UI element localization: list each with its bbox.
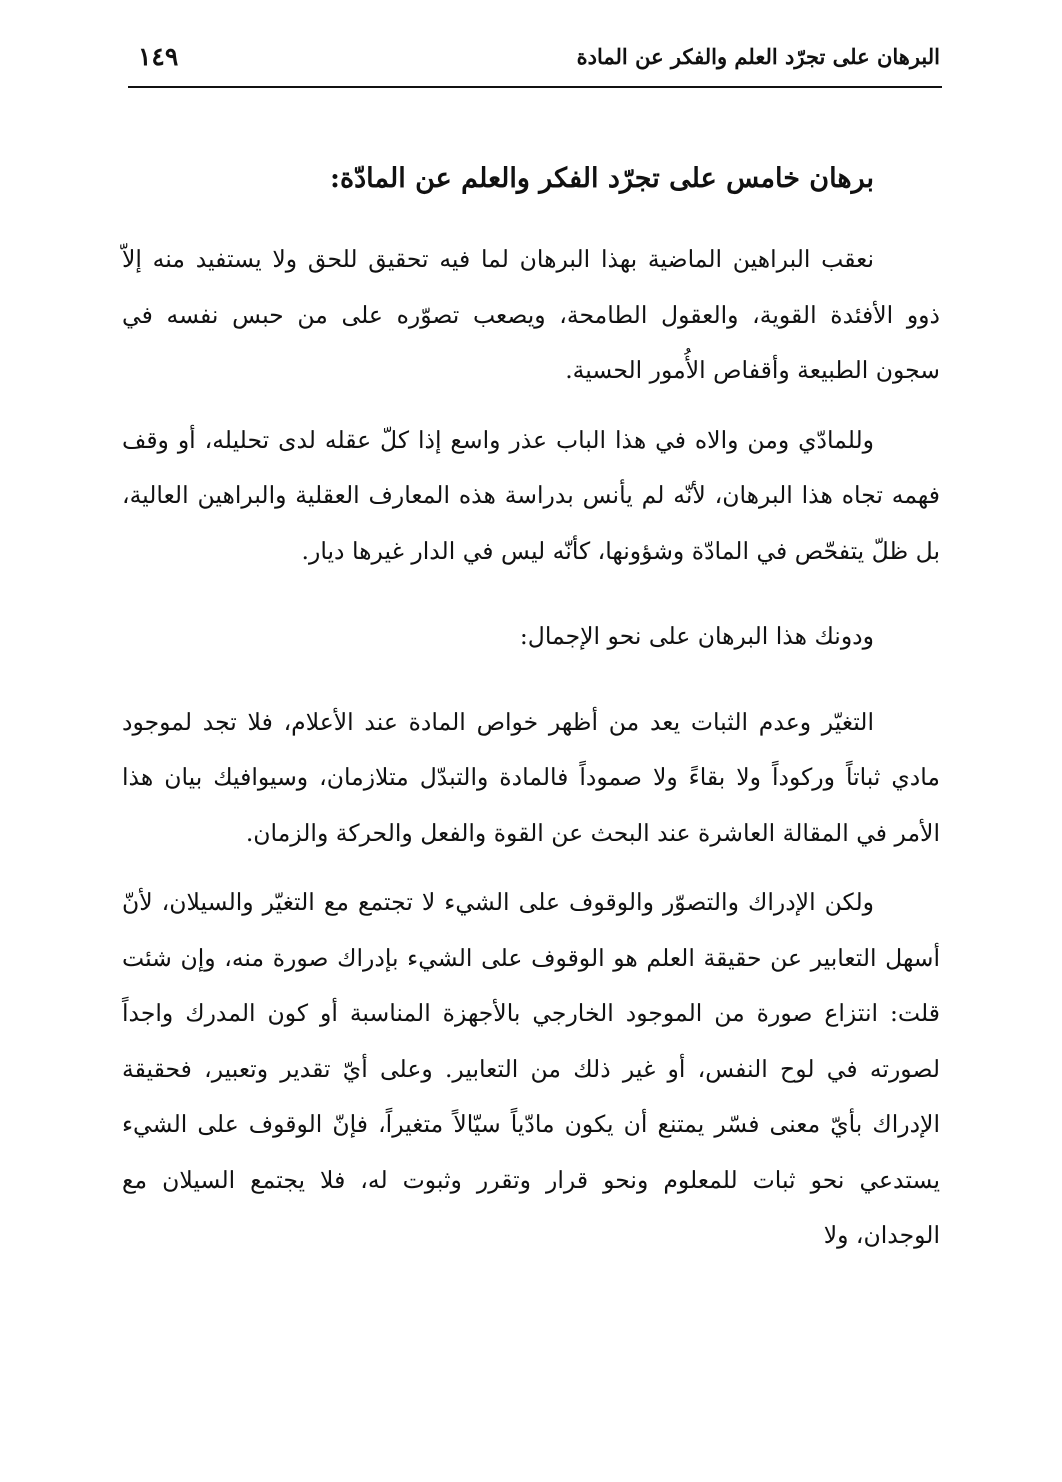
page-body xyxy=(122,150,940,1278)
section-heading: برهان خامس على تجرّد الفكر والعلم عن المادّة: xyxy=(330,163,874,194)
paragraph-1: نعقب البراهين الماضية بهذا البرهان لما فيه تحقيق للحق ولا يستفيد منه إلاّ ذوو الأفئدة القوية، والعقول الطامحة، ويصعب تصوّره على من حبس نفسه في سجون الطبيعة وأقفاص الأُمور الحسية. xyxy=(122,245,940,384)
header-divider xyxy=(128,86,942,88)
paragraph-4: التغيّر وعدم الثبات يعد من أظهر خواص المادة عند الأعلام، فلا تجد لموجود مادي ثباتاً وركوداً ولا بقاءً ولا صموداً فالمادة والتبدّل متلازمان، وسيوافيك بيان هذا الأمر في المقالة العاشرة عند البحث عن القوة والفعل والحركة والزمان. xyxy=(122,707,940,847)
running-title: البرهان على تجرّد العلم والفكر عن المادة xyxy=(576,44,940,69)
running-header xyxy=(128,40,940,88)
page-number: ١٤٩ xyxy=(138,42,179,71)
paragraph-2: وللمادّي ومن والاه في هذا الباب عذر واسع إذا كلّ عقله لدى تحليله، أو وقف فهمه تجاه هذا البرهان، لأنّه لم يأنس بدراسة هذه المعارف العقلية والبراهين العالية، بل ظلّ يتفحّص في المادّة وشؤونها، كأنّه ليس في الدار غيرها ديار. xyxy=(122,425,940,565)
paragraph-3: ودونك هذا البرهان على نحو الإجمال: xyxy=(519,622,874,650)
paragraph-5: ولكن الإدراك والتصوّر والوقوف على الشيء لا تجتمع مع التغيّر والسيلان، لأنّ أسهل التعابير عن حقيقة العلم هو الوقوف على الشيء بإدراك صورة منه، وإن شئت قلت: انتزاع صورة من الموجود الخارجي بالأجهزة المناسبة أو كون المدرك واجداً لصورته في لوح النفس، أو غير ذلك من التعابير. وعلى أيّ تقدير وتعبير، فحقيقة الإدراك بأيّ معنى فسّر يمتنع أن يكون مادّياً سيّالاً متغيراً، فإنّ الوقوف على الشيء يستدعي نحو ثبات للمعلوم ونحو قرار وتقرر وثبوت له، فلا يجتمع السيلان مع الوجدان، ولا xyxy=(122,888,940,1249)
